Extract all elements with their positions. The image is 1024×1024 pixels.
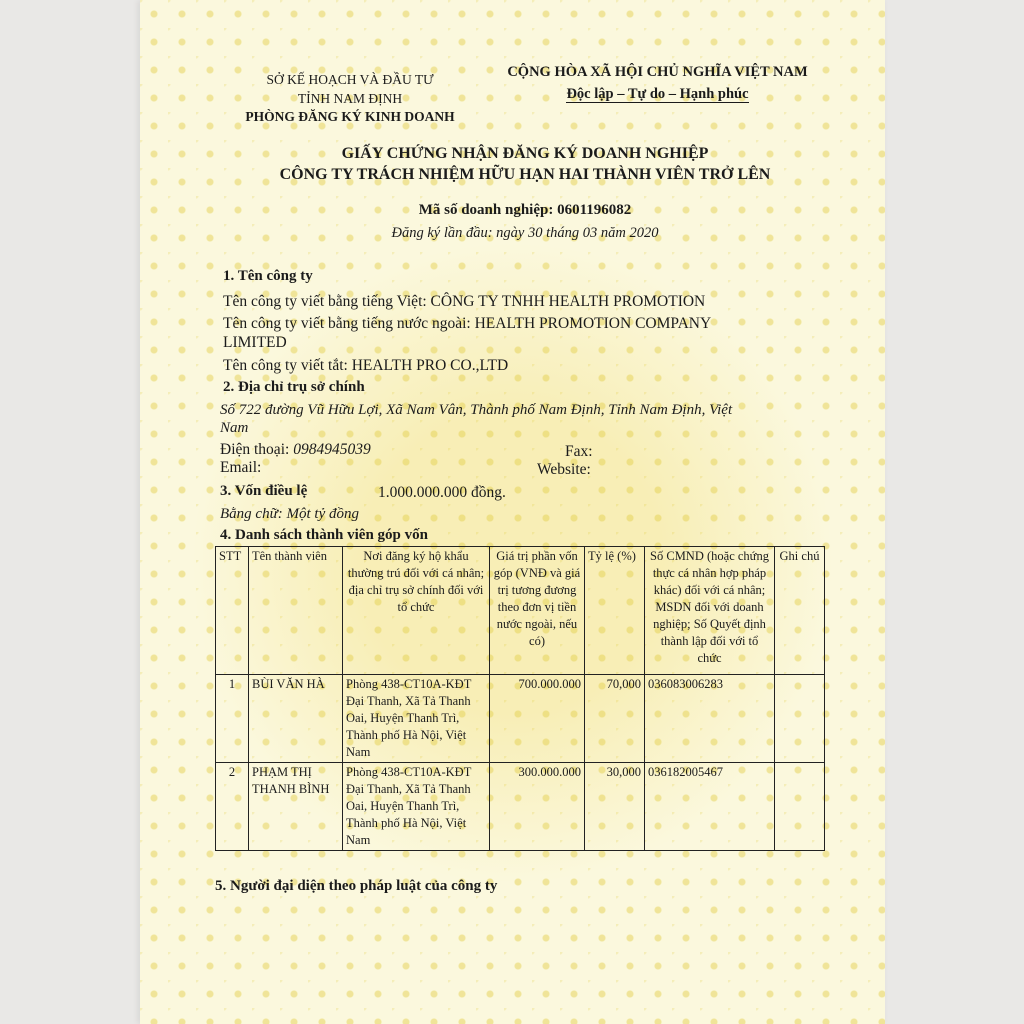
cell-address: Phòng 438-CT10A-KĐT Đại Thanh, Xã Tả Thanh Oai, Huyện Thanh Trì, Thành phố Hà Nội, Việt Nam <box>343 763 490 851</box>
website-label: Website: <box>537 461 591 478</box>
cell-ratio: 30,000 <box>585 763 645 851</box>
header-motto <box>495 86 820 103</box>
col-ratio: Tỷ lệ (%) <box>585 547 645 675</box>
capital-in-words: Bằng chữ: Một tỷ đồng <box>220 506 359 522</box>
cell-capital: 300.000.000 <box>490 763 585 851</box>
enterprise-code: Mã số doanh nghiệp: 0601196082 <box>418 202 632 218</box>
cell-note <box>775 763 825 851</box>
doc-title: GIẤY CHỨNG NHẬN ĐĂNG KÝ DOANH NGHIỆP <box>341 145 709 162</box>
col-note: Ghi chú <box>775 547 825 675</box>
cell-id-number: 036182005467 <box>645 763 775 851</box>
doc-subtitle: CÔNG TY TRÁCH NHIỆM HỮU HẠN HAI THÀNH VIÊN TRỞ LÊN <box>279 166 771 183</box>
cell-note <box>775 675 825 763</box>
company-name-vn: Tên công ty viết bằng tiếng Việt: CÔNG TY TNHH HEALTH PROMOTION <box>223 293 706 310</box>
section-1-heading: 1. Tên công ty <box>223 268 313 284</box>
section-5-heading: 5. Người đại diện theo pháp luật của công ty <box>215 878 498 894</box>
table-header-row <box>216 547 825 675</box>
cell-id-number: 036083006283 <box>645 675 775 763</box>
header-dept: SỞ KẾ HOẠCH VÀ ĐẦU TƯ <box>266 72 434 87</box>
cell-stt: 2 <box>216 763 249 851</box>
phone-row <box>220 441 371 459</box>
header-office: PHÒNG ĐĂNG KÝ KINH DOANH <box>245 109 455 124</box>
fax-label: Fax: <box>565 443 593 460</box>
cell-stt: 1 <box>216 675 249 763</box>
address-line-1: Số 722 đường Vũ Hữu Lợi, Xã Nam Vân, Thành phố Nam Định, Tỉnh Nam Định, Việt <box>220 402 733 418</box>
members-table <box>215 546 825 851</box>
company-name-short: Tên công ty viết tắt: HEALTH PRO CO.,LTD <box>223 357 509 374</box>
cell-member-name: BÙI VĂN HÀ <box>249 675 343 763</box>
col-address: Nơi đăng ký hộ khẩu thường trú đối với cá nhân; địa chỉ trụ sở chính đối với tổ chức <box>343 547 490 675</box>
section-3-heading: 3. Vốn điều lệ <box>220 483 308 499</box>
section-4-heading: 4. Danh sách thành viên góp vốn <box>220 527 428 543</box>
header-nation: CỘNG HÒA XÃ HỘI CHỦ NGHĨA VIỆT NAM <box>507 64 808 80</box>
charter-capital: 1.000.000.000 đồng. <box>378 484 506 501</box>
table-row <box>216 675 825 763</box>
col-member-name: Tên thành viên <box>249 547 343 675</box>
cell-address: Phòng 438-CT10A-KĐT Đại Thanh, Xã Tả Thanh Oai, Huyện Thanh Trì, Thành phố Hà Nội, Việt Nam <box>343 675 490 763</box>
col-stt: STT <box>216 547 249 675</box>
header-province: TỈNH NAM ĐỊNH <box>297 91 403 106</box>
phone-value: 0984945039 <box>293 441 371 458</box>
table-row <box>216 763 825 851</box>
address-line-2: Nam <box>220 420 249 436</box>
phone-label: Điện thoại: <box>220 441 290 458</box>
cell-member-name: PHẠM THỊ THANH BÌNH <box>249 763 343 851</box>
cell-ratio: 70,000 <box>585 675 645 763</box>
first-registration: Đăng ký lần đầu: ngày 30 tháng 03 năm 2020 <box>391 225 659 241</box>
email-label: Email: <box>220 459 262 476</box>
col-capital: Giá trị phần vốn góp (VNĐ và giá trị tương đương theo đơn vị tiền nước ngoài, nếu có) <box>490 547 585 675</box>
motto-text: Độc lập – Tự do – Hạnh phúc <box>566 86 749 102</box>
company-name-foreign-cont: LIMITED <box>223 334 287 351</box>
section-2-heading: 2. Địa chỉ trụ sở chính <box>223 379 365 395</box>
col-id-number: Số CMND (hoặc chứng thực cá nhân hợp pháp khác) đối với cá nhân; MSDN đối với doanh nghiệp; Số Quyết định thành lập đối với tổ chức <box>645 547 775 675</box>
company-name-foreign: Tên công ty viết bằng tiếng nước ngoài: HEALTH PROMOTION COMPANY <box>223 315 712 332</box>
cell-capital: 700.000.000 <box>490 675 585 763</box>
